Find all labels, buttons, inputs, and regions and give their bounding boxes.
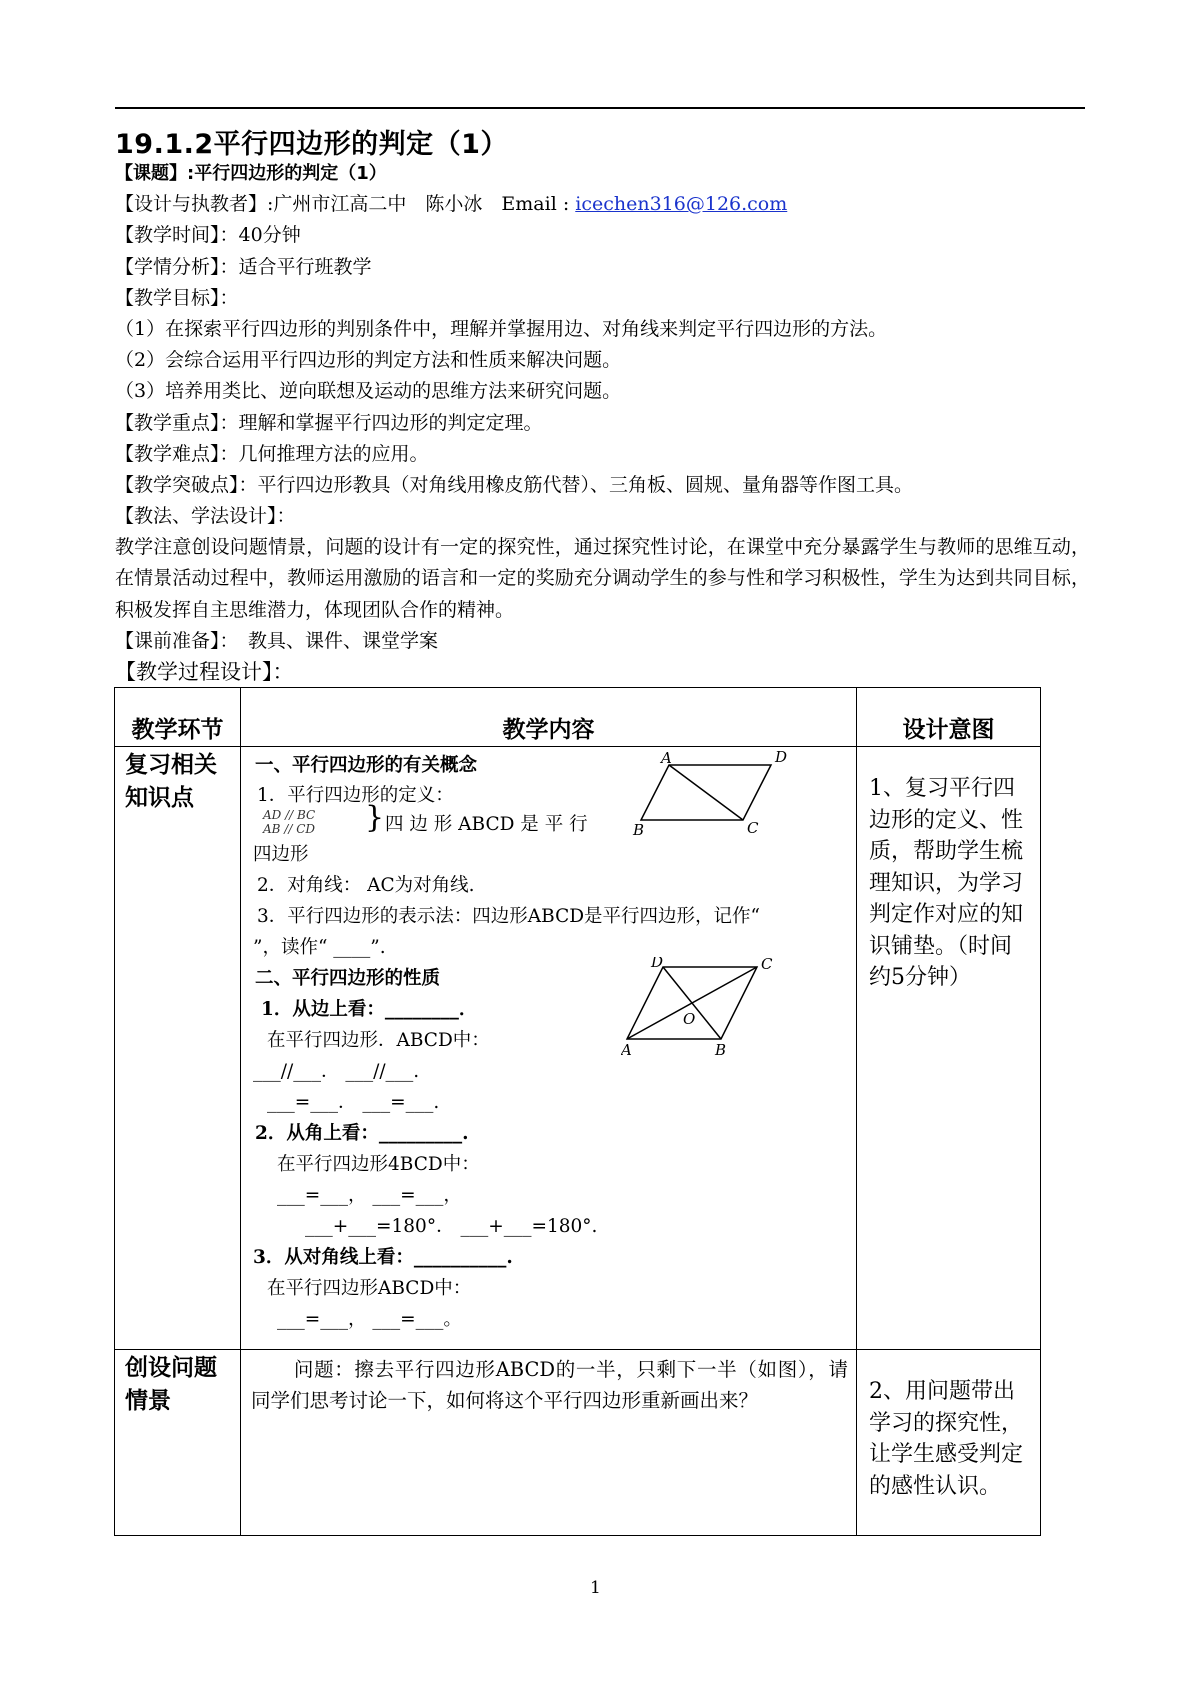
definition-title: 1．平行四边形的定义： (257, 785, 454, 806)
topic-line: 【课题】:平行四边形的判定（1） (115, 163, 387, 184)
stage-cell: 创设问题情景 (115, 1350, 241, 1536)
problem-text: 问题：擦去平行四边形ABCD的一半，只剩下一半（如图），请同学们思考讨论一下，如何将这个平行四边形重新画出来？ (251, 1358, 848, 1412)
diagonal-a: 在平行四边形ABCD中： (267, 1278, 472, 1299)
point-c-label: C (761, 957, 773, 973)
point-a-label: A (661, 749, 672, 767)
parallelogram-figure-2 (621, 957, 791, 1057)
notation-line-2: ”，读作“ ____”. (253, 937, 386, 958)
angle-a: 在平行四边形4BCD中： (277, 1154, 480, 1175)
definition-result-2: 四边形 (253, 844, 309, 865)
designer-line: 【设计与执教者】:广州市江高二中 陈小冰 Email : icechen316@126.com (115, 193, 788, 216)
diagonal-title: 3．从对角线上看：__________. (253, 1247, 513, 1268)
point-b-label: B (715, 1041, 727, 1057)
definition-result: 四 边 形 ABCD 是 平 行 (385, 814, 588, 835)
side-b: ___//___． ___//___. (253, 1061, 420, 1082)
analysis-line: 【学情分析】：适合平行班教学 (115, 255, 372, 278)
lesson-info (115, 158, 1090, 688)
table-row (115, 747, 1041, 1350)
angle-title: 2．从角上看：_________. (255, 1123, 469, 1144)
goal-item: （2）会综合运用平行四边形的判定方法和性质来解决问题。 (115, 349, 622, 372)
goal-item: （1）在探索平行四边形的判别条件中，理解并掌握用边、对角线来判定平行四边形的方法。 (115, 317, 888, 340)
header-stage: 教学环节 (115, 688, 241, 747)
header-rule (115, 107, 1085, 109)
table-row (115, 1350, 1041, 1536)
angle-b: ___=___， ___=___， (277, 1185, 462, 1206)
intent-cell: 1、复习平行四边形的定义、性质，帮助学生梳理知识，为学习判定作对应的知识铺垫。（时间约5分钟） (857, 747, 1041, 1350)
time-line: 【教学时间】：40分钟 (115, 224, 301, 247)
definition-condition-2: AB // CD (263, 822, 316, 836)
content-cell (241, 1350, 857, 1536)
method-text: 教学注意创设问题情景，问题的设计有一定的探究性，通过探究性讨论，在课堂中充分暴露学生与教师的思维互动，在情景活动过程中，教师运用激励的语言和一定的奖励充分调动学生的参与性和学习积极性，学生为达到共同目标，积极发挥自主思维潜力，体现团队合作的精神。 (115, 536, 1090, 621)
side-c: ___=___． ___=___. (267, 1092, 440, 1113)
diagonal-ca (627, 967, 757, 1039)
angle-c: ___+___=180°． ___+___=180°. (305, 1216, 598, 1237)
header-content: 教学内容 (241, 688, 857, 747)
notation-line: 3．平行四边形的表示法：四边形ABCD是平行四边形，记作“ (257, 906, 761, 927)
side-title: 1．从边上看：________． (261, 999, 478, 1020)
page-number: 1 (590, 1578, 601, 1598)
point-d-label: D (775, 748, 788, 766)
intent-cell: 2、用问题带出学习的探究性，让学生感受判定的感性认识。 (857, 1350, 1041, 1536)
prep-line: 【课前准备】： 教具、课件、课堂学案 (115, 629, 439, 652)
point-o-label: O (683, 1010, 696, 1028)
goals-line: 【教学目标】： (115, 286, 239, 309)
header-intent: 设计意图 (857, 688, 1041, 747)
difficulty-line: 【教学难点】：几何推理方法的应用。 (115, 442, 429, 465)
email-link[interactable]: icechen316@126.com (575, 193, 788, 216)
point-c-label: C (747, 819, 759, 837)
breakthrough-line: 【教学突破点】：平行四边形教具（对角线用橡皮筋代替）、三角板、圆规、量角器等作图工具。 (115, 473, 914, 496)
stage-cell: 复习相关知识点 (115, 747, 241, 1350)
method-line: 【教法、学法设计】： (115, 505, 296, 528)
section-title: 一、平行四边形的有关概念 (255, 755, 478, 776)
process-table (114, 687, 1041, 1536)
diagonal-b: ___=___， ___=___。 (277, 1309, 462, 1330)
parallelogram-figure-1 (631, 747, 801, 837)
definition-brace: } (365, 800, 385, 835)
goal-item: （3）培养用类比、逆向联想及运动的思维方法来研究问题。 (115, 380, 622, 403)
diagonal-line: 2．对角线： AC为对角线. (257, 875, 475, 896)
key-line: 【教学重点】：理解和掌握平行四边形的判定定理。 (115, 411, 543, 434)
diagonal-ac (669, 765, 743, 820)
section-title: 二、平行四边形的性质 (255, 968, 441, 989)
page-title: 19.1.2平行四边形的判定（1） (115, 129, 508, 160)
definition-condition-1: AD // BC (263, 808, 316, 822)
point-b-label: B (633, 821, 645, 837)
side-a: 在平行四边形．ABCD中： (267, 1030, 490, 1051)
content-cell (241, 747, 857, 1350)
process-line: 【教学过程设计】： (115, 660, 294, 685)
point-a-label: A (621, 1041, 632, 1057)
table-header-row (115, 688, 1041, 747)
point-d-label: D (651, 957, 664, 971)
